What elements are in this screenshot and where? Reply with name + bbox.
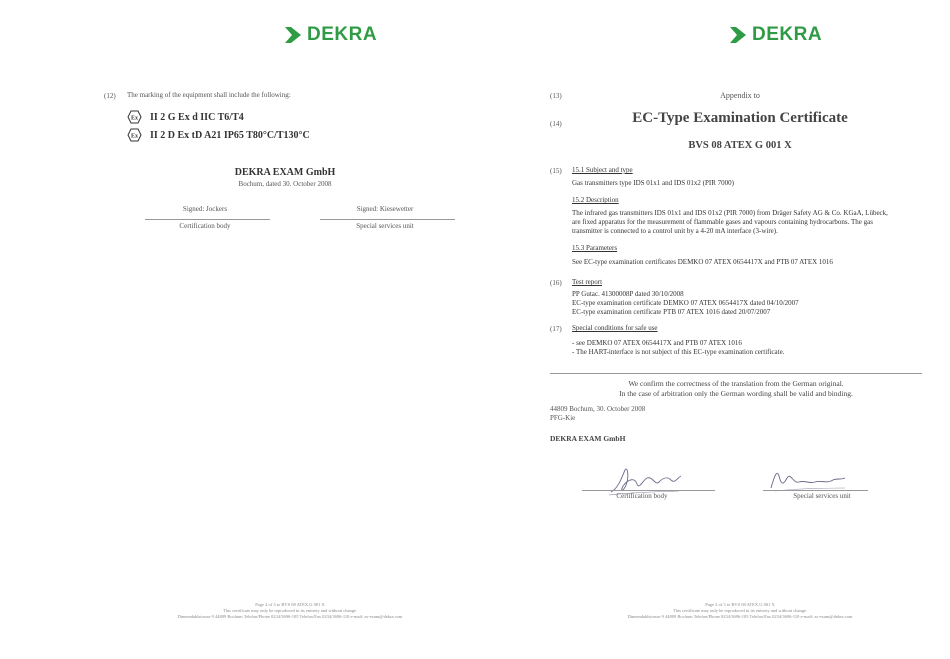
- marking-gas: [127, 110, 244, 124]
- heading-15-2: 15.2 Description: [572, 196, 619, 204]
- marking-gas-text: II 2 G Ex d IIC T6/T4: [150, 111, 244, 123]
- confirmation-line2: In the case of arbitration only the German wording shall be valid and binding.: [619, 389, 853, 398]
- text-17-line1: - see DEMKO 07 ATEX 0654417X and PTB 07 ATEX 1016: [572, 339, 742, 347]
- company-name: DEKRA EXAM GmbH: [550, 434, 626, 443]
- text-15-2-line1: The infrared gas transmitters IDS 01x1 and IDS 01x2 (PIR 7000) from Dräger Safety AG & Co. KGaA, Lübeck,: [572, 209, 888, 217]
- section-12-number: (12): [104, 92, 116, 100]
- signature-line-left: [145, 219, 270, 220]
- dekra-logo: [283, 24, 377, 46]
- text-17-line2: - The HART-interface is not subject of this EC-type examination certificate.: [572, 348, 785, 356]
- company-name: DEKRA EXAM GmbH: [234, 167, 336, 178]
- reference-code: PFG-Kie: [550, 414, 576, 422]
- confirmation-line1: We confirm the correctness of the translation from the German original.: [628, 379, 844, 388]
- text-16-line2: EC-type examination certificate DEMKO 07 ATEX 0654417X dated 04/10/2007: [572, 299, 799, 307]
- section-16-number: (16): [550, 279, 562, 287]
- certificate-page-3: [475, 0, 950, 659]
- signed-left: Signed: Jockers: [182, 205, 228, 213]
- appendix-label: Appendix to: [720, 91, 760, 100]
- ex-hexagon-icon: [127, 128, 142, 142]
- heading-15-1: 15.1 Subject and type: [572, 166, 633, 174]
- text-15-2-line3: transmitter is connected to a control unit by a 4-20 mA interface (3-wire).: [572, 227, 778, 235]
- signature-line-right: [763, 490, 868, 491]
- certificate-title: EC-Type Examination Certificate: [632, 110, 848, 126]
- divider-line: [550, 373, 922, 374]
- role-right: Special services unit: [356, 222, 414, 230]
- text-15-2-line2: are fixed apparatus for the measurement of flammable gases and vapours containing hydrocarbons. The gas: [572, 218, 873, 226]
- heading-17: Special conditions for safe use: [572, 324, 658, 332]
- dekra-arrow-icon: [728, 25, 748, 45]
- footer-address: Dinnendahlstrasse 9 44809 Bochum Telefon/Phone 0234/3696-105 Telefax/Fax 0234/3696-110 e-mail: zs-exam@dekra.com: [177, 614, 403, 619]
- heading-15-3: 15.3 Parameters: [572, 244, 618, 252]
- certificate-number: BVS 08 ATEX G 001 X: [688, 140, 792, 151]
- role-left: Certification body: [616, 492, 668, 500]
- footer-reproduction-note: This certificate may only be reproduced in its entirety and without change.: [222, 608, 358, 613]
- dekra-logo-text: DEKRA: [307, 24, 378, 45]
- section-12-text: The marking of the equipment shall include the following:: [127, 91, 291, 99]
- text-16-line3: EC-type examination certificate PTB 07 ATEX 1016 dated 20/07/2007: [572, 308, 771, 316]
- ex-hexagon-icon: [127, 110, 142, 124]
- footer-page-ref: Page 3 of 3 to BVS 08 ATEX G 001 X: [705, 602, 775, 607]
- footer-left: [130, 602, 450, 620]
- section-14-number: (14): [550, 120, 562, 128]
- text-15-3: See EC-type examination certificates DEMKO 07 ATEX 0654417X and PTB 07 ATEX 1016: [572, 258, 833, 266]
- signature-line-right: [320, 219, 455, 220]
- text-15-1: Gas transmitters type IDS 01x1 and IDS 01x2 (PIR 7000): [572, 179, 734, 187]
- section-15-number: (15): [550, 167, 562, 175]
- role-right: Special services unit: [793, 492, 851, 500]
- heading-16: Test report: [572, 278, 603, 286]
- place-date: Bochum, dated 30. October 2008: [238, 180, 332, 188]
- svg-text:Ex: Ex: [130, 115, 139, 122]
- footer-address: Dinnendahlstrasse 9 44809 Bochum Telefon/Phone 0234/3696-105 Telefax/Fax 0234/3696-110 e-mail: zs-exam@dekra.com: [627, 614, 853, 619]
- marking-dust: [127, 128, 310, 142]
- footer-right: [575, 602, 905, 620]
- marking-dust-text: II 2 D Ex tD A21 IP65 T80°C/T130°C: [150, 129, 310, 141]
- section-13-number: (13): [550, 92, 562, 100]
- svg-text:Ex: Ex: [130, 133, 139, 140]
- footer-reproduction-note: This certificate may only be reproduced in its entirety and without change.: [672, 608, 808, 613]
- section-17-number: (17): [550, 325, 562, 333]
- signature-line-left: [582, 490, 715, 491]
- text-16-line1: PP Gutac. 41300008P dated 30/10/2008: [572, 290, 684, 298]
- role-left: Certification body: [179, 222, 231, 230]
- dekra-arrow-icon: [283, 25, 303, 45]
- dekra-logo-text: DEKRA: [752, 24, 823, 45]
- place-date: 44809 Bochum, 30. October 2008: [550, 405, 646, 413]
- footer-page-ref: Page 2 of 3 to BVS 08 ATEX G 001 X: [255, 602, 325, 607]
- dekra-logo: [728, 24, 822, 46]
- translation-confirmation: [550, 379, 922, 399]
- signed-right: Signed: Kiesewetter: [356, 205, 414, 213]
